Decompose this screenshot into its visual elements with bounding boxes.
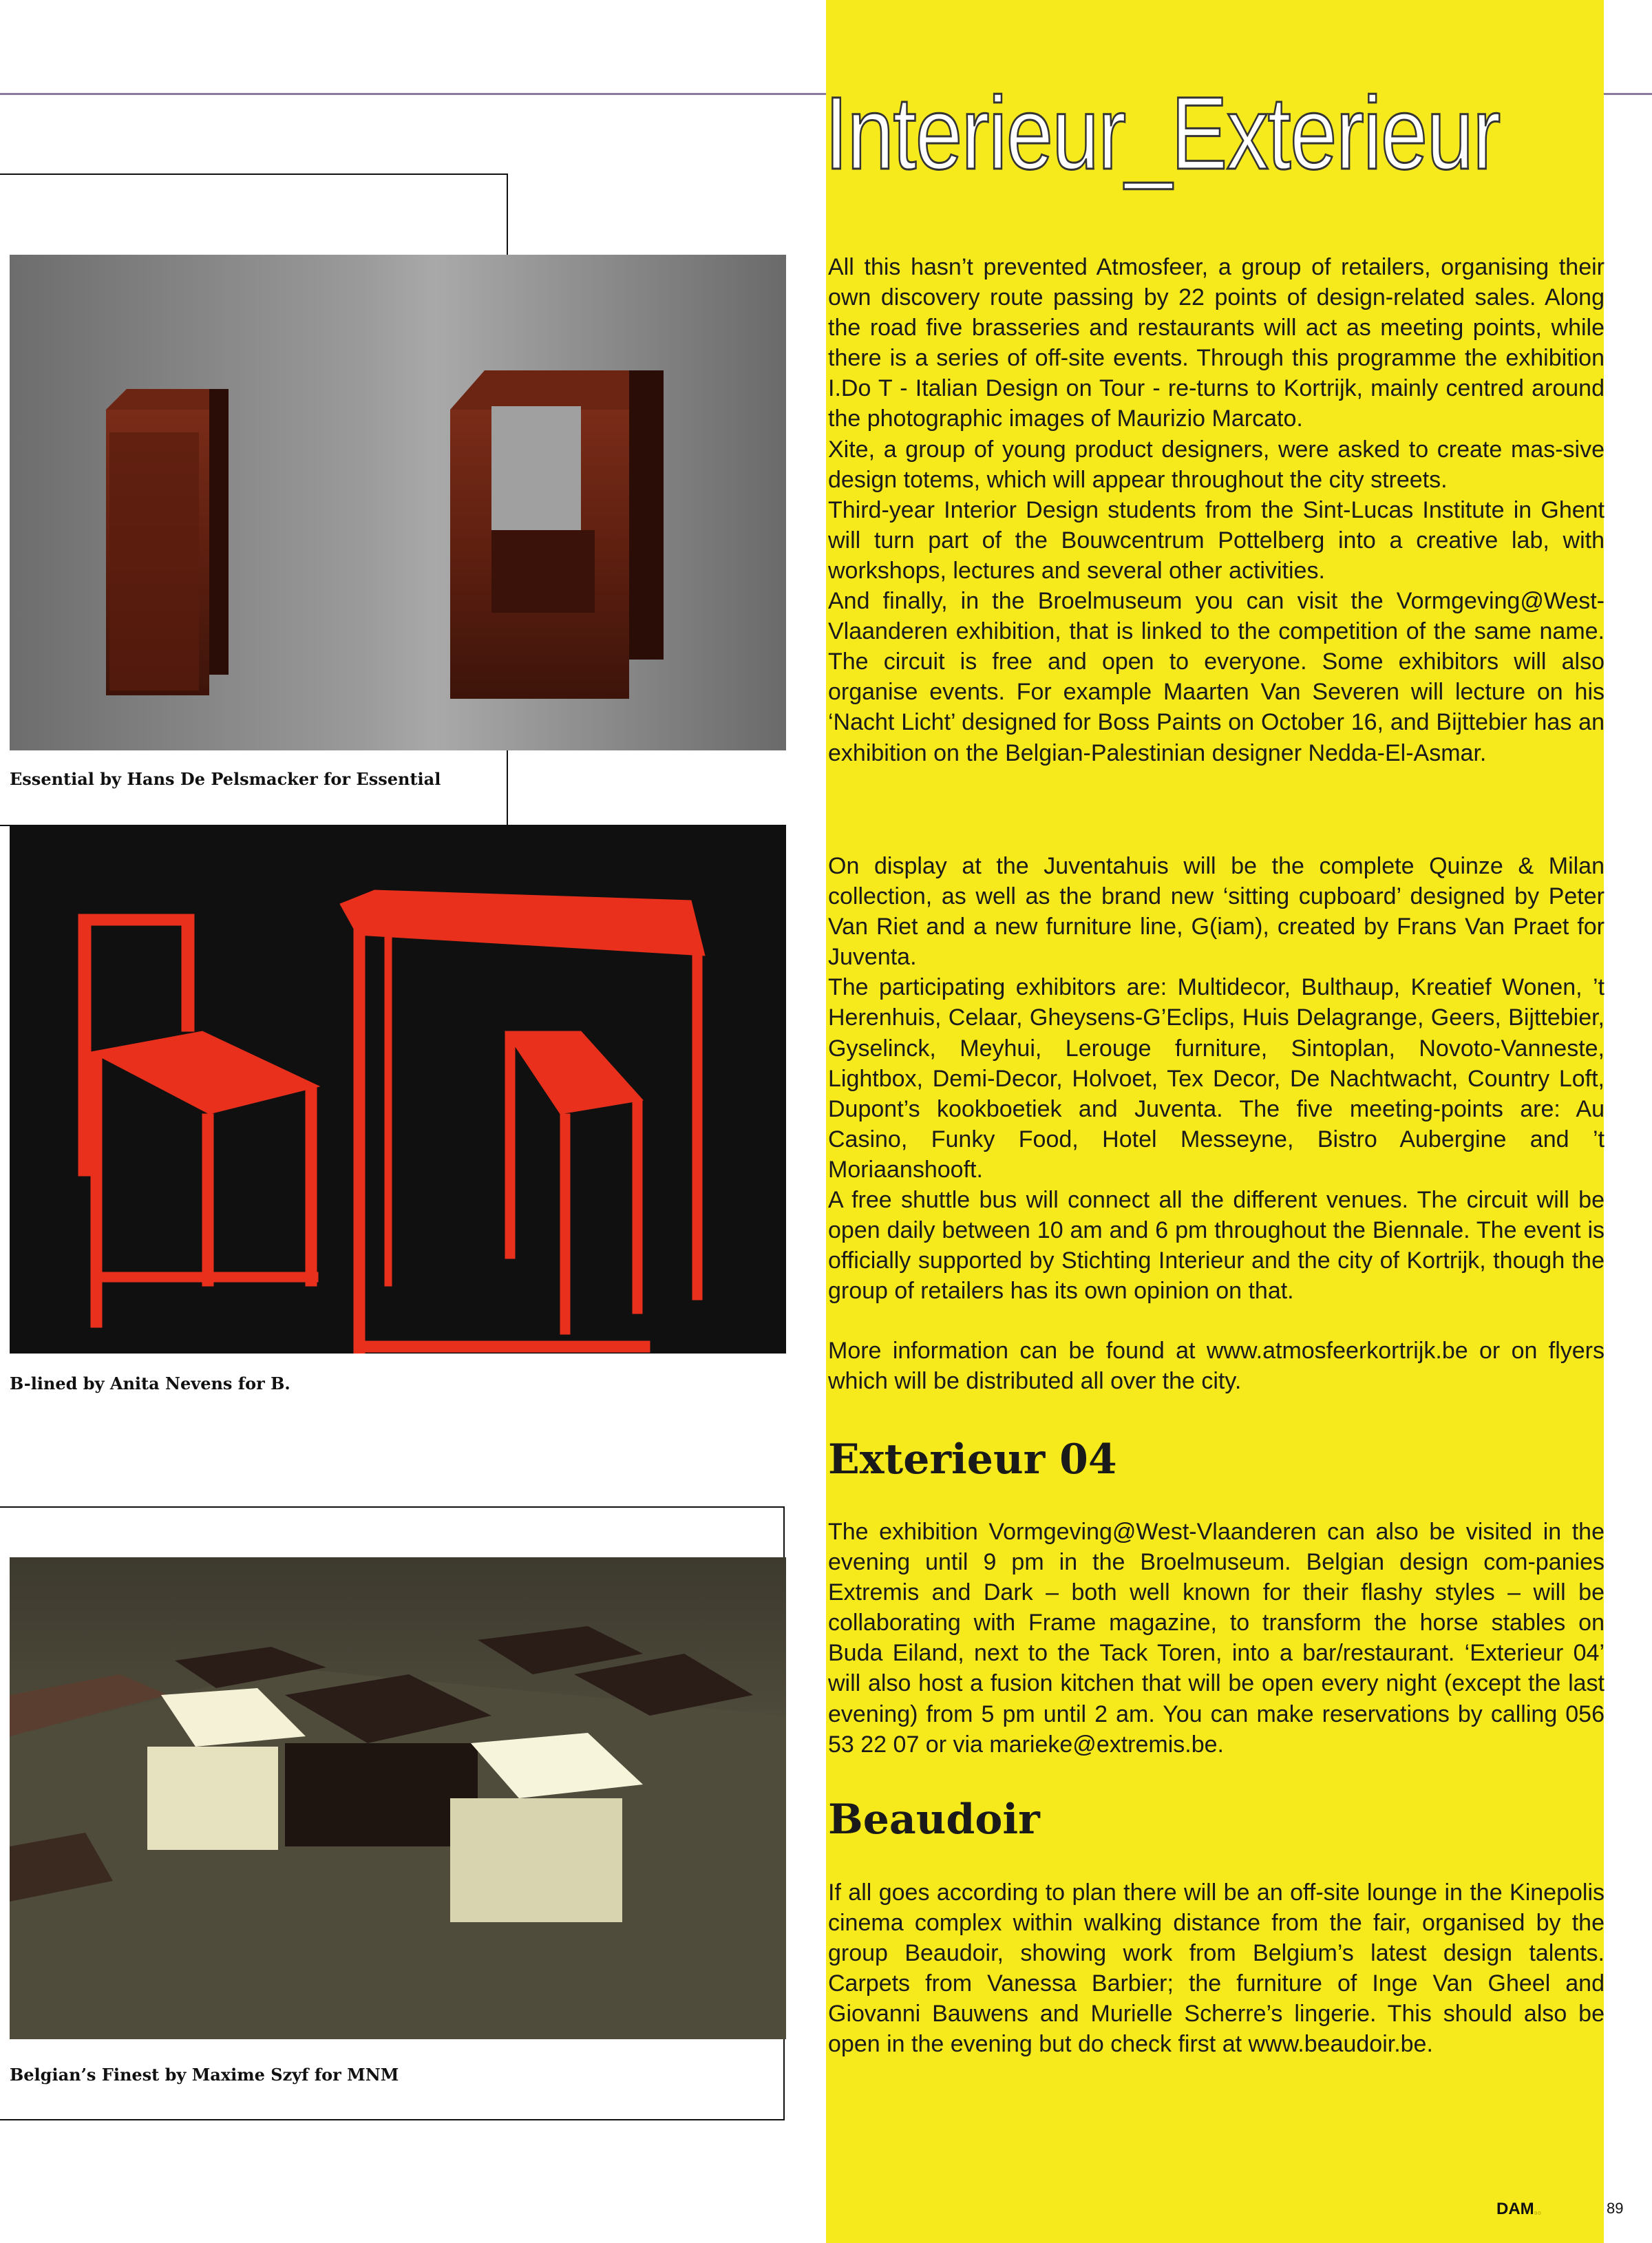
article-block-juventahuis [828,851,1605,1306]
paragraph: The participating exhibitors are: Multidecor, Bulthaup, Kreatief Wonen, ’t Herenhuis, Celaar, Gheysens-G’Eclips, Huis Delagrange, Geers, Bijttebier, Gyselinck, Meyhui, Lerouge furniture, Sintoplan, Novoto-Vanneste, Lightbox, Demi-Decor, Holvoet, Tex Decor, De Nachtwacht, Country Loft, Dupont’s kookboetiek and Juventa. The five meeting-points are: Au Casino, Funky Food, Hotel Messeyne, Bistro Aubergine and ’t Moriaanshooft. [828,974,1605,1183]
article-block-exterieur [828,1517,1605,1760]
page-headline: Interieur_Exterieur [825,75,1500,191]
paragraph: If all goes according to plan there will be an off-site lounge in the Kinepolis cinema complex within walking distance from the fair, organised by the group Beaudoir, showing work from Belgium’s latest design talents. Carpets from Vanessa Barbier; the furniture of Inge Van Gheel and Giovanni Bauwens and Murielle Scherre’s lingerie. This should also be open in the evening but do check first at www.beaudoir.be. [828,1879,1605,2058]
caption-essential: Essential by Hans De Pelsmacker for Essential [10,769,441,789]
brand-suffix: ₉₀ [1534,2206,1542,2216]
heading-exterieur-04: Exterieur 04 [828,1435,1117,1484]
photo-blined-furniture [10,825,786,1354]
paragraph: The exhibition Vormgeving@West-Vlaanderen can also be visited in the evening until 9 pm in the Broelmuseum. Belgian design com-panies Extremis and Dark – both well known for their flashy styles – will be collaborating with Frame magazine, to transform the horse stables on Buda Eiland, next to the Tack Toren, into a bar/restaurant. ‘Exterieur 04’ will also host a fusion kitchen that will be open every night (except the last evening) from 5 pm until 2 am. You can make reservations by calling 056 53 22 07 or via marieke@extremis.be. [828,1519,1605,1758]
paragraph: More information can be found at www.atmosfeerkortrijk.be or on flyers which will be distributed all over the city. [828,1338,1605,1395]
caption-belgians-finest: Belgian’s Finest by Maxime Szyf for MNM [10,2065,399,2085]
article-block-more-info [828,1336,1605,1396]
magazine-brand [1496,2200,1541,2219]
photo-essential-cabinets [10,255,786,750]
page-number: 89 [1607,2200,1624,2217]
article-block-beaudoir [828,1877,1605,2060]
paragraph: And finally, in the Broelmuseum you can visit the Vormgeving@West-Vlaanderen exhibition, that is linked to the competition of the same name. The circuit is free and open to everyone. Some exhibitors will also organise events. For example Maarten Van Severen will lecture on his ‘Nacht Licht’ designed for Boss Paints on October 16, and Bijttebier has an exhibition on the Belgian-Palestinian designer Nedda-El-Asmar. [828,588,1605,766]
paragraph: All this hasn’t prevented Atmosfeer, a group of retailers, organising their own discovery route passing by 22 points of design-related sales. Along the road five brasseries and restaurants will act as meeting points, while there is a series of off-site events. Through this programme the exhibition I.Do T - Italian Design on Tour - re-turns to Kortrijk, mainly centred around the photographic images of Maurizio Marcato. [828,254,1605,432]
article-block-atmosfeer [828,252,1605,768]
brand-name: DAM [1496,2200,1534,2218]
caption-blined: B-lined by Anita Nevens for B. [10,1373,290,1393]
heading-beaudoir: Beaudoir [828,1796,1040,1844]
paragraph: On display at the Juventahuis will be the complete Quinze & Milan collection, as well as the brand new ‘sitting cupboard’ designed by Peter Van Riet and a new furniture line, G(iam), created by Frans Van Praet for Juventa. [828,853,1605,971]
paragraph: Xite, a group of young product designers, were asked to create mas-sive design totems, which will appear throughout the city streets. [828,436,1605,493]
paragraph: A free shuttle bus will connect all the different venues. The circuit will be open daily between 10 am and 6 pm throughout the Biennale. The event is officially supported by Stichting Interieur and the city of Kortrijk, though the group of retailers has its own opinion on that. [828,1187,1605,1305]
photo-belgians-finest-seating [10,1557,786,2039]
paragraph: Third-year Interior Design students from the Sint-Lucas Institute in Ghent will turn part of the Bouwcentrum Pottelberg into a creative lab, with workshops, lectures and several other activities. [828,496,1605,584]
